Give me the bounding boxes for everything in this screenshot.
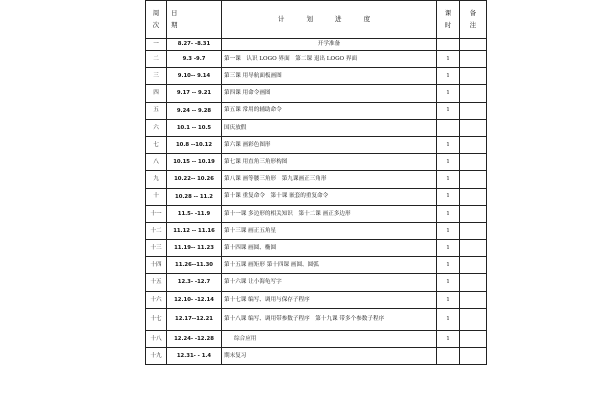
teaching-schedule-sheet: [145, 0, 477, 365]
hours-cell: [437, 39, 460, 51]
table-row: [146, 171, 487, 188]
notes-cell: [460, 39, 487, 51]
plan-cell: 第六课 画彩色图形: [222, 136, 437, 153]
notes-cell: [460, 188, 487, 205]
week-header: 周 次: [146, 1, 167, 39]
notes-cell: [460, 68, 487, 85]
date-cell: 9.24 -- 9.28: [167, 102, 222, 119]
plan-cell: 第四课 用命令画图: [222, 85, 437, 102]
week-cell: 二: [146, 51, 167, 68]
date-cell: 11.12 -- 11.16: [167, 222, 222, 239]
table-row: [146, 154, 487, 171]
date-cell: 9.17 -- 9.21: [167, 85, 222, 102]
plan-cell: 第五课 常用的辅助命令: [222, 102, 437, 119]
week-cell: 十七: [146, 308, 167, 330]
week-cell: 一: [146, 39, 167, 51]
week-cell: 十六: [146, 291, 167, 308]
plan-cell: 第十八课 编写、调用带参数子程序 第十九课 带多个参数子程序: [222, 308, 437, 330]
week-cell: 十三: [146, 240, 167, 257]
table-row: [146, 330, 487, 347]
week-cell: 十五: [146, 274, 167, 291]
hours-cell: 1: [437, 102, 460, 119]
table-row: [146, 240, 487, 257]
hours-cell: 1: [437, 85, 460, 102]
plan-cell: 第十三课 画正五角星: [222, 222, 437, 239]
date-cell: 12.10- -12.14: [167, 291, 222, 308]
table-row: [146, 222, 487, 239]
plan-cell: 综合应用: [222, 330, 437, 347]
notes-cell: [460, 51, 487, 68]
hours-cell: 1: [437, 68, 460, 85]
table-row: [146, 274, 487, 291]
notes-cell: [460, 257, 487, 274]
date-cell: 10.28 -- 11.2: [167, 188, 222, 205]
notes-cell: [460, 330, 487, 347]
plan-header: 计 划 进 度: [222, 1, 437, 39]
table-row: [146, 119, 487, 136]
table-row: [146, 51, 487, 68]
hours-cell: 1: [437, 136, 460, 153]
table-row: [146, 102, 487, 119]
hours-cell: 1: [437, 274, 460, 291]
date-cell: 11.19-- 11.23: [167, 240, 222, 257]
hours-cell: 1: [437, 171, 460, 188]
notes-cell: [460, 308, 487, 330]
table-row: [146, 348, 487, 365]
week-cell: 八: [146, 154, 167, 171]
plan-cell: 第三课 用导航面板画图: [222, 68, 437, 85]
hours-cell: 1: [437, 188, 460, 205]
hours-cell: 1: [437, 257, 460, 274]
notes-cell: [460, 205, 487, 222]
plan-cell: 第十六课 让小海龟写字: [222, 274, 437, 291]
week-cell: 十九: [146, 348, 167, 365]
plan-cell: 第八课 画等腰三角形 第九课画正三角形: [222, 171, 437, 188]
week-cell: 四: [146, 85, 167, 102]
plan-cell: 第七课 用直角三角形构图: [222, 154, 437, 171]
hours-cell: 1: [437, 330, 460, 347]
table-row: [146, 136, 487, 153]
notes-cell: [460, 274, 487, 291]
plan-cell: 第十五课 画矩形 第十四课 画圆、圆弧: [222, 257, 437, 274]
notes-cell: [460, 291, 487, 308]
hours-cell: 1: [437, 51, 460, 68]
date-cell: 10.15 -- 10.19: [167, 154, 222, 171]
date-cell: 8.27- -8.31: [167, 39, 222, 51]
notes-cell: [460, 136, 487, 153]
notes-cell: [460, 119, 487, 136]
header-row: [146, 1, 487, 39]
table-row: [146, 291, 487, 308]
notes-cell: [460, 222, 487, 239]
date-cell: 12.31- - 1.4: [167, 348, 222, 365]
table-row: [146, 257, 487, 274]
hours-header: 课 时: [437, 1, 460, 39]
hours-cell: [437, 348, 460, 365]
plan-cell: 开学准备: [222, 39, 437, 51]
table-row: [146, 68, 487, 85]
date-cell: 12.17--12.21: [167, 308, 222, 330]
hours-cell: 1: [437, 240, 460, 257]
date-cell: 9.10-- 9.14: [167, 68, 222, 85]
hours-cell: 1: [437, 205, 460, 222]
plan-cell: 第十课 重复命令 第十课 嵌套的重复命令: [222, 188, 437, 205]
notes-cell: [460, 85, 487, 102]
plan-cell: 第一课 认识 LOGO 界面 第二课 退出 LOGO 界面: [222, 51, 437, 68]
hours-cell: 1: [437, 291, 460, 308]
date-cell: 11.5- -11.9: [167, 205, 222, 222]
hours-cell: 1: [437, 308, 460, 330]
date-header: 日 期: [167, 1, 222, 39]
table-row: [146, 85, 487, 102]
week-cell: 十: [146, 188, 167, 205]
plan-cell: 第十七课 编写、调用与保存子程序: [222, 291, 437, 308]
notes-cell: [460, 154, 487, 171]
date-cell: 12.3- -12.7: [167, 274, 222, 291]
hours-cell: 1: [437, 222, 460, 239]
week-cell: 三: [146, 68, 167, 85]
table-row: [146, 308, 487, 330]
week-cell: 十一: [146, 205, 167, 222]
plan-cell: 第十四课 画圆、椭圆: [222, 240, 437, 257]
date-cell: 10.8 --10.12: [167, 136, 222, 153]
date-cell: 9.3 -9.7: [167, 51, 222, 68]
plan-cell: 国庆放假: [222, 119, 437, 136]
notes-cell: [460, 348, 487, 365]
notes-cell: [460, 102, 487, 119]
notes-header: 备 注: [460, 1, 487, 39]
table-row: [146, 205, 487, 222]
date-cell: 10.1 -- 10.5: [167, 119, 222, 136]
week-cell: 九: [146, 171, 167, 188]
date-cell: 12.24- -12.28: [167, 330, 222, 347]
schedule-table: [145, 0, 487, 365]
date-cell: 10.22-- 10.26: [167, 171, 222, 188]
week-cell: 十八: [146, 330, 167, 347]
notes-cell: [460, 240, 487, 257]
hours-cell: 1: [437, 154, 460, 171]
week-cell: 七: [146, 136, 167, 153]
date-cell: 11.26--11.30: [167, 257, 222, 274]
table-row: [146, 188, 487, 205]
plan-cell: 第十一课 多边形的相关知识 第十二课 画正多边形: [222, 205, 437, 222]
week-cell: 十二: [146, 222, 167, 239]
hours-cell: [437, 119, 460, 136]
table-row: [146, 39, 487, 51]
week-cell: 六: [146, 119, 167, 136]
plan-cell: 期末复习: [222, 348, 437, 365]
week-cell: 十四: [146, 257, 167, 274]
week-cell: 五: [146, 102, 167, 119]
notes-cell: [460, 171, 487, 188]
